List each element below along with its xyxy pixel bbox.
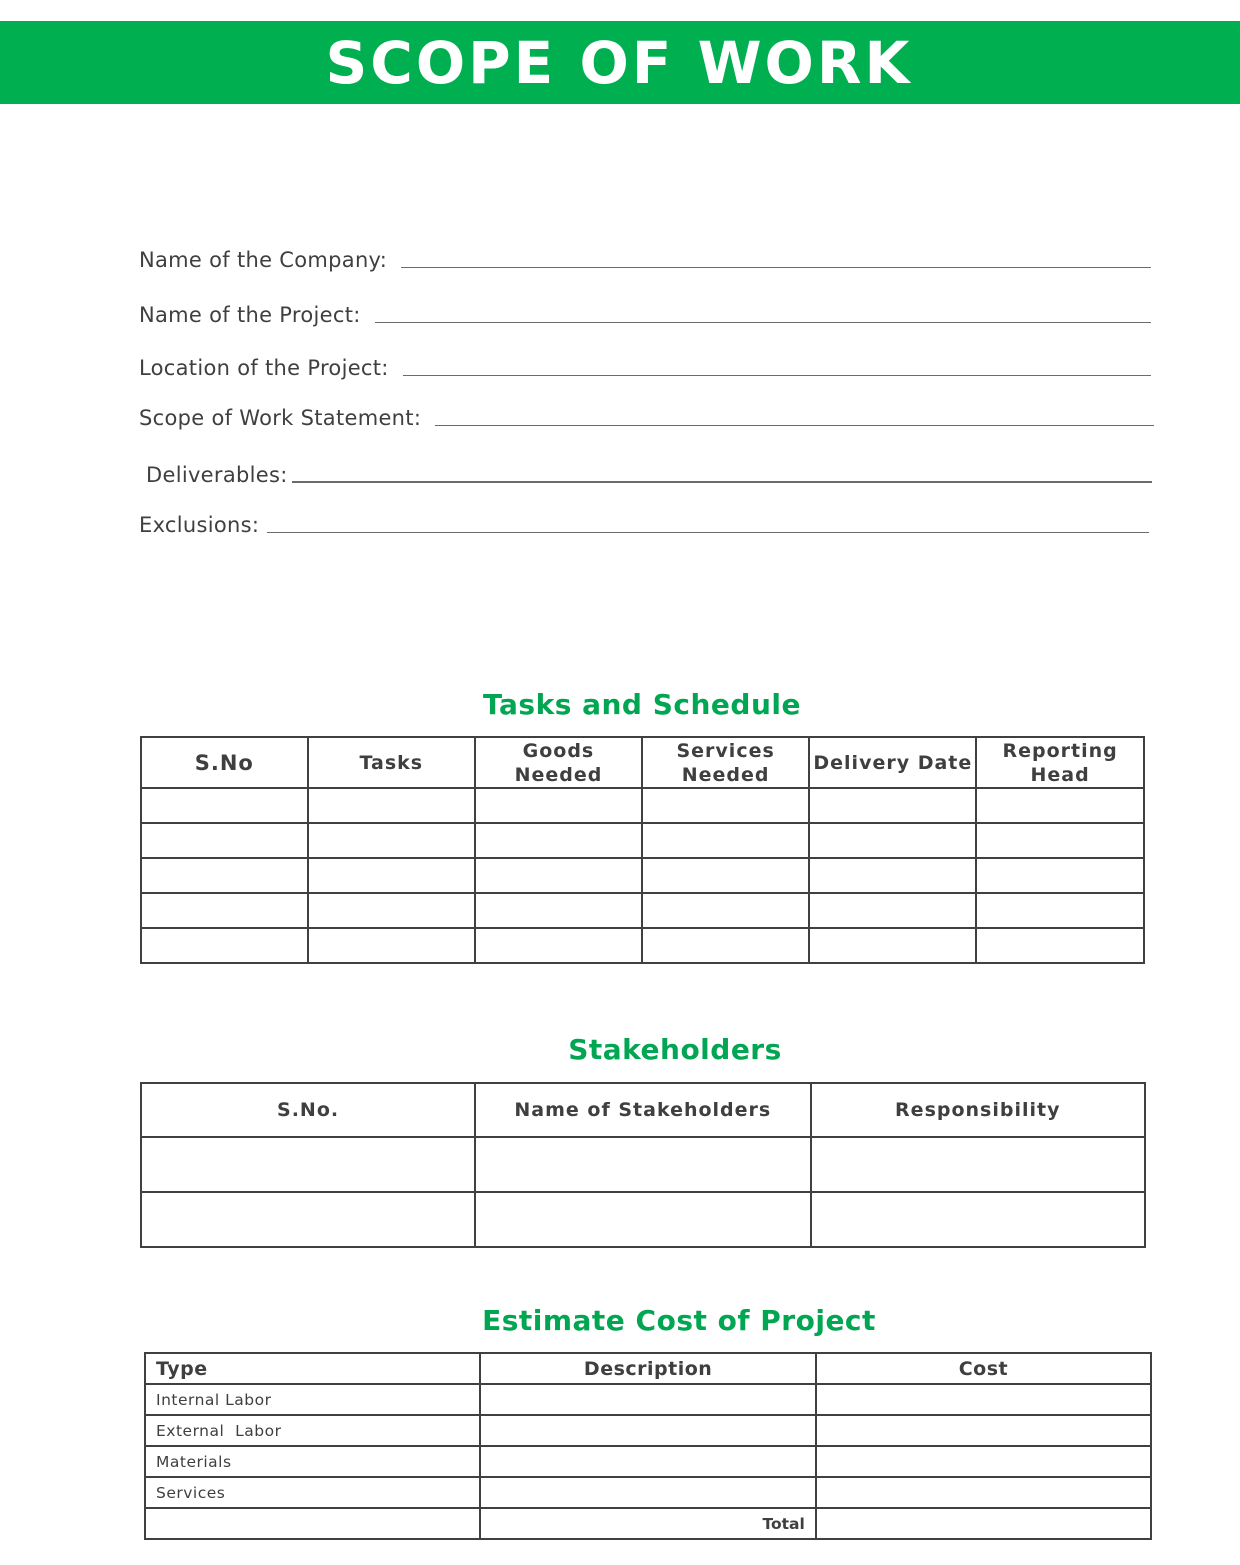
company-name-label: Name of the Company: xyxy=(139,248,388,272)
table-cell[interactable] xyxy=(475,1192,810,1247)
table-cell[interactable] xyxy=(809,858,976,893)
cost-header-cost: Cost xyxy=(816,1353,1151,1384)
title-banner xyxy=(0,21,1240,104)
table-cell[interactable] xyxy=(141,1192,475,1247)
table-cell[interactable] xyxy=(480,1446,815,1477)
table-cell[interactable] xyxy=(475,893,642,928)
table-cell[interactable] xyxy=(976,928,1144,963)
table-row xyxy=(141,1192,1145,1247)
tasks-header-delivery-date: Delivery Date xyxy=(809,737,976,788)
table-cell[interactable] xyxy=(811,1137,1145,1192)
stakeholders-header-sno: S.No. xyxy=(141,1083,475,1137)
deliverables-line[interactable] xyxy=(292,480,1152,483)
table-row xyxy=(141,1137,1145,1192)
table-cell[interactable] xyxy=(976,788,1144,823)
table-row xyxy=(145,1446,1151,1477)
table-cell[interactable] xyxy=(809,893,976,928)
table-cell[interactable] xyxy=(308,893,476,928)
table-cell[interactable] xyxy=(141,1137,475,1192)
cost-type-internal-labor: Internal Labor xyxy=(145,1384,480,1415)
table-row xyxy=(141,928,1144,963)
cost-total-row xyxy=(145,1508,1151,1539)
stakeholders-table xyxy=(140,1082,1146,1248)
table-cell[interactable] xyxy=(308,823,476,858)
tasks-header-reporting-head: Reporting Head xyxy=(976,737,1144,788)
table-cell[interactable] xyxy=(141,893,308,928)
company-name-field[interactable] xyxy=(139,248,1151,272)
table-cell[interactable] xyxy=(976,858,1144,893)
tasks-header-goods: Goods Needed xyxy=(475,737,642,788)
table-cell[interactable] xyxy=(475,1137,810,1192)
project-location-line[interactable] xyxy=(403,374,1151,376)
table-cell[interactable] xyxy=(976,893,1144,928)
table-cell[interactable] xyxy=(642,858,810,893)
table-row xyxy=(141,788,1144,823)
cost-header-type: Type xyxy=(145,1353,480,1384)
cost-type-services: Services xyxy=(145,1477,480,1508)
table-row xyxy=(141,893,1144,928)
stakeholders-header-responsibility: Responsibility xyxy=(811,1083,1145,1137)
exclusions-line[interactable] xyxy=(267,531,1149,533)
cost-type-materials: Materials xyxy=(145,1446,480,1477)
cost-type-external-labor: External Labor xyxy=(145,1415,480,1446)
table-cell[interactable] xyxy=(642,823,810,858)
table-cell[interactable] xyxy=(642,928,810,963)
cost-header-description: Description xyxy=(480,1353,815,1384)
tasks-section-title: Tasks and Schedule xyxy=(483,688,801,721)
table-row xyxy=(145,1415,1151,1446)
table-cell xyxy=(145,1508,480,1539)
table-cell[interactable] xyxy=(475,788,642,823)
table-cell[interactable] xyxy=(809,788,976,823)
deliverables-field[interactable] xyxy=(146,463,1152,487)
tasks-header-row xyxy=(141,737,1144,788)
table-cell[interactable] xyxy=(475,823,642,858)
table-row xyxy=(141,858,1144,893)
stakeholders-section-title: Stakeholders xyxy=(568,1033,782,1066)
table-cell[interactable] xyxy=(475,928,642,963)
tasks-header-sno: S.No xyxy=(141,737,308,788)
project-name-line[interactable] xyxy=(375,321,1151,323)
project-location-label: Location of the Project: xyxy=(139,356,389,380)
tasks-header-services: Services Needed xyxy=(642,737,810,788)
table-cell[interactable] xyxy=(141,823,308,858)
table-cell[interactable] xyxy=(816,1446,1151,1477)
table-cell[interactable] xyxy=(475,858,642,893)
table-cell[interactable] xyxy=(480,1384,815,1415)
exclusions-label: Exclusions: xyxy=(139,513,260,537)
tasks-header-tasks: Tasks xyxy=(308,737,476,788)
table-cell[interactable] xyxy=(308,788,476,823)
scope-statement-line[interactable] xyxy=(435,424,1154,426)
table-cell[interactable] xyxy=(480,1477,815,1508)
company-name-line[interactable] xyxy=(401,266,1151,268)
table-cell[interactable] xyxy=(809,823,976,858)
table-cell[interactable] xyxy=(480,1415,815,1446)
tasks-table xyxy=(140,736,1145,964)
table-cell[interactable] xyxy=(141,928,308,963)
cost-table xyxy=(144,1352,1152,1540)
table-cell[interactable] xyxy=(811,1192,1145,1247)
project-name-field[interactable] xyxy=(139,303,1151,327)
table-row xyxy=(145,1477,1151,1508)
scope-statement-field[interactable] xyxy=(139,406,1154,430)
table-cell[interactable] xyxy=(141,858,308,893)
cost-total-value[interactable] xyxy=(816,1508,1151,1539)
table-cell[interactable] xyxy=(308,858,476,893)
project-name-label: Name of the Project: xyxy=(139,303,361,327)
table-cell[interactable] xyxy=(816,1415,1151,1446)
table-row xyxy=(145,1384,1151,1415)
deliverables-label: Deliverables: xyxy=(146,463,288,487)
table-cell[interactable] xyxy=(642,893,810,928)
cost-header-row xyxy=(145,1353,1151,1384)
table-cell[interactable] xyxy=(141,788,308,823)
table-row xyxy=(141,823,1144,858)
table-cell[interactable] xyxy=(816,1384,1151,1415)
table-cell[interactable] xyxy=(816,1477,1151,1508)
cost-total-label: Total xyxy=(480,1508,815,1539)
cost-section-title: Estimate Cost of Project xyxy=(482,1304,876,1337)
project-location-field[interactable] xyxy=(139,356,1151,380)
stakeholders-header-row xyxy=(141,1083,1145,1137)
scope-statement-label: Scope of Work Statement: xyxy=(139,406,422,430)
exclusions-field[interactable] xyxy=(139,513,1149,537)
stakeholders-header-name: Name of Stakeholders xyxy=(475,1083,810,1137)
table-cell[interactable] xyxy=(809,928,976,963)
table-cell[interactable] xyxy=(308,928,476,963)
table-cell[interactable] xyxy=(642,788,810,823)
table-cell[interactable] xyxy=(976,823,1144,858)
page-title: SCOPE OF WORK xyxy=(325,28,913,97)
